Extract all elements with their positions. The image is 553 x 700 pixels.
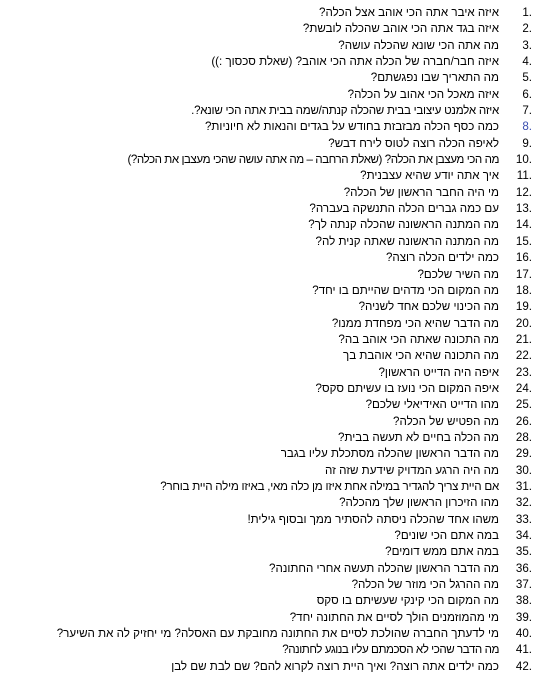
question-item xyxy=(0,316,553,332)
question-text: במה אתם הכי שונים? xyxy=(394,529,499,542)
question-item xyxy=(0,544,553,560)
question-number: 7. xyxy=(522,104,532,118)
question-text: איפה היה הדייט הראשון? xyxy=(378,365,499,379)
question-number: 34. xyxy=(515,529,532,542)
question-number: 15. xyxy=(515,234,532,248)
question-number: 10. xyxy=(515,153,532,167)
question-item xyxy=(0,70,553,86)
question-item xyxy=(0,168,553,184)
question-text: מהו הדייט האידיאלי שלכם? xyxy=(365,398,499,412)
question-number: 30. xyxy=(515,463,532,477)
question-number: 28. xyxy=(515,430,532,444)
question-text: איזה איבר אתה הכי אוהב אצל הכלה? xyxy=(319,6,499,19)
question-item xyxy=(0,642,553,658)
question-number: 37. xyxy=(515,578,532,592)
question-text: מה אתה הכי שונא שהכלה עושה? xyxy=(338,38,499,52)
question-item xyxy=(0,185,553,201)
question-item xyxy=(0,397,553,413)
question-text: כמה כסף הכלה מבזבזת בחודש על בגדים והנאות לא חיוניות? xyxy=(204,120,499,134)
question-number: 1. xyxy=(522,6,532,19)
question-text: כמה ילדים אתה רוצה? ואיך היית רוצה לקרוא להם? שם לבת שם לבן xyxy=(171,659,499,673)
question-number: 2. xyxy=(522,22,532,36)
question-item xyxy=(0,152,553,168)
question-text: מה היה הרגע המדויק שידעת שזה זה xyxy=(325,463,499,477)
question-item xyxy=(0,5,553,21)
question-item xyxy=(0,659,553,675)
question-number: 29. xyxy=(515,447,532,461)
question-item xyxy=(0,610,553,626)
question-item xyxy=(0,136,553,152)
question-number: 22. xyxy=(515,349,532,363)
question-number: 40. xyxy=(515,627,532,641)
question-number: 3. xyxy=(522,38,532,52)
question-number: 35. xyxy=(515,545,532,559)
question-item xyxy=(0,561,553,577)
question-item xyxy=(0,414,553,430)
question-number: 36. xyxy=(515,561,532,575)
question-text: מה הכי מעצבן את הכלה? (שאלת הרחבה – מה אתה עושה שהכי מעצבן את הכלה?) xyxy=(127,153,499,167)
question-text: מה הכינוי שלכם אחד לשניה? xyxy=(358,300,499,314)
question-item xyxy=(0,446,553,462)
question-item xyxy=(0,512,553,528)
question-item xyxy=(0,201,553,217)
question-item xyxy=(0,267,553,283)
question-number: 5. xyxy=(522,71,532,85)
question-item xyxy=(0,348,553,364)
question-number: 8. xyxy=(522,120,532,134)
question-number: 23. xyxy=(515,365,532,379)
question-text: מה ההרגל הכי מוזר של הכלה? xyxy=(351,578,499,592)
question-text: מהו הזיכרון הראשון שלך מהכלה? xyxy=(339,496,499,510)
question-text: כמה ילדים הכלה רוצה? xyxy=(385,251,499,265)
question-number: 9. xyxy=(522,136,532,150)
question-item xyxy=(0,430,553,446)
question-item xyxy=(0,234,553,250)
question-number: 20. xyxy=(515,316,532,330)
question-item xyxy=(0,479,553,495)
question-number: 11. xyxy=(516,169,532,183)
question-text: משהו אחד שהכלה ניסתה להסתיר ממך ובסוף גילית! xyxy=(247,512,499,526)
question-number: 17. xyxy=(515,267,532,281)
question-item xyxy=(0,495,553,511)
question-number: 6. xyxy=(522,87,532,101)
question-number: 16. xyxy=(515,251,532,265)
question-number: 19. xyxy=(515,300,532,314)
question-text: מה התאריך שבו נפגשתם? xyxy=(370,71,499,85)
question-text: מה הדבר שהכי לא הסכמתם עליו בנוגע לחתונה? xyxy=(282,643,499,657)
question-text: מה השיר שלכם? xyxy=(417,267,499,281)
question-number: 14. xyxy=(515,218,532,232)
question-number: 32. xyxy=(515,496,532,510)
question-number: 13. xyxy=(515,202,532,216)
question-item xyxy=(0,528,553,544)
question-text: מי מהמוזמנים הולך לסיים את החתונה יחד? xyxy=(289,610,499,624)
question-text: מה המתנה הראשונה שהכלה קנתה לך? xyxy=(308,218,499,232)
question-number: 42. xyxy=(515,659,532,673)
question-text: איך אתה יודע שהיא עצבנית? xyxy=(360,169,499,183)
question-item xyxy=(0,365,553,381)
question-text: איזה אלמנט עיצובי בבית שהכלה קנתה/שמה בבית אתה הכי שונא?. xyxy=(191,104,499,118)
question-number: 26. xyxy=(515,414,532,428)
question-item xyxy=(0,626,553,642)
question-text: מה הדבר הראשון שהכלה מסתכלת עליו בגבר xyxy=(280,447,499,461)
question-number: 12. xyxy=(515,185,532,199)
question-number: 41. xyxy=(515,643,532,657)
question-item xyxy=(0,250,553,266)
question-text: לאיפה הכלה רוצה לטוס לירח דבש? xyxy=(328,136,499,150)
question-item xyxy=(0,381,553,397)
question-text: איפה המקום הכי נועז בו עשיתם סקס? xyxy=(315,381,499,395)
question-text: מה המקום הכי מדהים שהייתם בו יחד? xyxy=(312,283,499,297)
question-text: אם היית צריך להגדיר במילה אחת איזו מן כלה מאי, באיזו מילה היית בוחר? xyxy=(160,479,499,493)
question-number: 39. xyxy=(515,610,532,624)
question-item xyxy=(0,463,553,479)
question-text: במה אתם ממש דומים? xyxy=(385,545,499,559)
question-number: 21. xyxy=(515,332,532,346)
question-text: מה הפטיש של הכלה? xyxy=(393,414,499,428)
question-number: 24. xyxy=(515,381,532,395)
question-item xyxy=(0,21,553,37)
question-item xyxy=(0,593,553,609)
question-text: איזה בגד אתה הכי אוהב שהכלה לובשת? xyxy=(302,22,499,36)
question-text: מה הדבר שהיא הכי מפחדת ממנו? xyxy=(331,316,499,330)
question-item xyxy=(0,299,553,315)
question-item xyxy=(0,119,553,135)
question-text: איזה מאכל הכי אהוב על הכלה? xyxy=(347,87,499,101)
question-text: מה הדבר הראשון שהכלה תעשה אחרי החתונה? xyxy=(269,561,499,575)
question-number: 33. xyxy=(515,512,532,526)
question-text: איזה חבר/חברה של הכלה אתה הכי אוהב? (שאלת סכסוך :)) xyxy=(211,55,499,69)
question-item xyxy=(0,332,553,348)
question-item xyxy=(0,103,553,119)
question-text: מה התכונה שהיא הכי אוהבת בך xyxy=(343,349,499,363)
question-number: 25. xyxy=(515,398,532,412)
question-text: מי היה החבר הראשון של הכלה? xyxy=(343,185,499,199)
question-number: 31. xyxy=(515,479,532,493)
question-item xyxy=(0,217,553,233)
question-number: 4. xyxy=(522,55,532,69)
question-item xyxy=(0,38,553,54)
question-number: 38. xyxy=(515,594,532,608)
question-text: מה התכונה שאתה הכי אוהב בה? xyxy=(338,332,499,346)
question-text: מה המקום הכי קינקי שעשיתם בו סקס xyxy=(316,594,499,608)
question-text: עם כמה גברים הכלה התנשקה בעברה? xyxy=(309,202,499,216)
question-item xyxy=(0,54,553,70)
question-item xyxy=(0,283,553,299)
question-item xyxy=(0,577,553,593)
question-text: מי לדעתך החברה שהולכת לסיים את החתונה מחובקת עם האסלה? מי יחזיק לה את השיער? xyxy=(56,627,499,641)
question-number: 18. xyxy=(515,283,532,297)
question-text: מה המתנה הראשונה שאתה קנית לה? xyxy=(315,234,499,248)
question-item xyxy=(0,87,553,103)
question-list xyxy=(0,5,553,675)
question-text: מה הכלה בחיים לא תעשה בבית? xyxy=(338,430,499,444)
